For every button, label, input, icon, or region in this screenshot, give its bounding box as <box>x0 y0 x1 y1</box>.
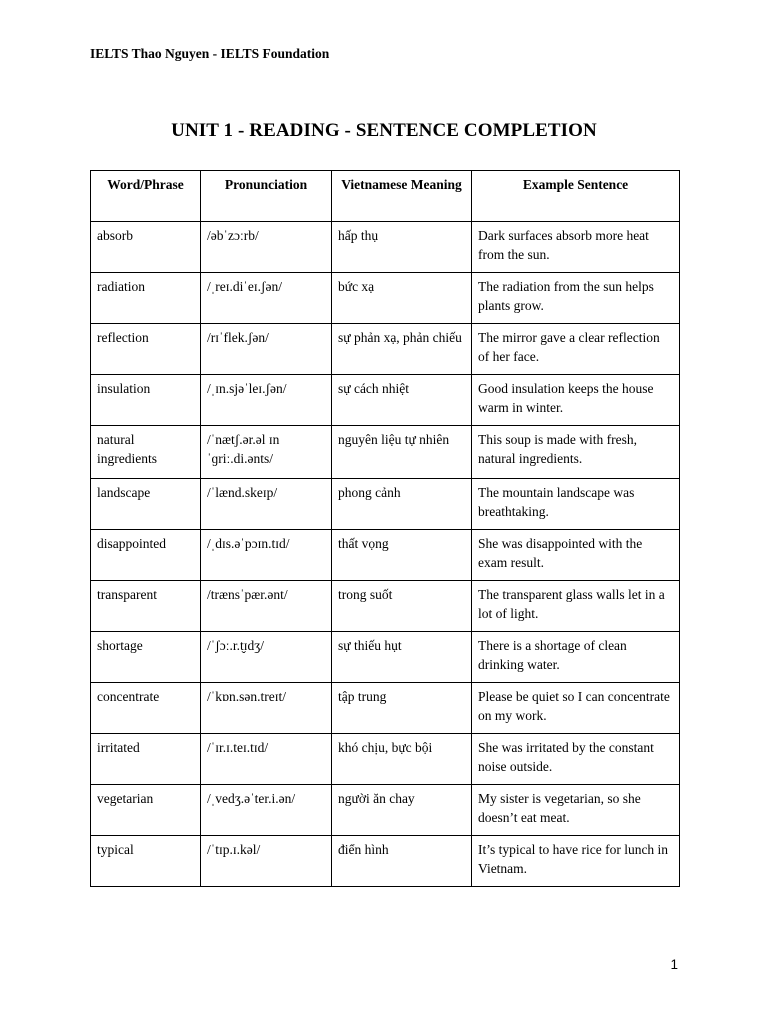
table-row <box>91 581 680 632</box>
table-row <box>91 324 680 375</box>
pronunciation-cell: /ˌreɪ.diˈeɪ.ʃən/ <box>201 273 332 324</box>
example-cell: Please be quiet so I can concentrate on my work. <box>472 683 680 734</box>
word-cell: reflection <box>91 324 201 375</box>
example-cell: The transparent glass walls let in a lot of light. <box>472 581 680 632</box>
example-cell: She was disappointed with the exam result. <box>472 530 680 581</box>
table-row <box>91 632 680 683</box>
meaning-cell: hấp thụ <box>332 222 472 273</box>
document-header: IELTS Thao Nguyen - IELTS Foundation <box>90 46 330 61</box>
pronunciation-cell: /ˌɪn.sjəˈleɪ.ʃən/ <box>201 375 332 426</box>
word-cell: typical <box>91 836 201 887</box>
meaning-cell: người ăn chay <box>332 785 472 836</box>
example-cell: The mirror gave a clear reflection of her face. <box>472 324 680 375</box>
word-cell: radiation <box>91 273 201 324</box>
example-cell: The mountain landscape was breathtaking. <box>472 479 680 530</box>
table-row <box>91 479 680 530</box>
meaning-cell: trong suốt <box>332 581 472 632</box>
word-cell: concentrate <box>91 683 201 734</box>
meaning-cell: bức xạ <box>332 273 472 324</box>
word-cell: transparent <box>91 581 201 632</box>
meaning-cell: khó chịu, bực bội <box>332 734 472 785</box>
example-cell: Good insulation keeps the house warm in winter. <box>472 375 680 426</box>
example-cell: There is a shortage of clean drinking water. <box>472 632 680 683</box>
meaning-cell: sự cách nhiệt <box>332 375 472 426</box>
pronunciation-cell: /ˈɪr.ɪ.teɪ.tɪd/ <box>201 734 332 785</box>
pronunciation-cell: /əbˈzɔːrb/ <box>201 222 332 273</box>
word-cell: absorb <box>91 222 201 273</box>
page-number: 1 <box>670 957 678 972</box>
pronunciation-cell: /rɪˈflek.ʃən/ <box>201 324 332 375</box>
table-row <box>91 683 680 734</box>
table-row <box>91 426 680 479</box>
table-header <box>91 171 680 222</box>
pronunciation-cell: /ˌvedʒ.əˈter.i.ən/ <box>201 785 332 836</box>
header-row <box>91 171 680 222</box>
example-cell: She was irritated by the constant noise outside. <box>472 734 680 785</box>
example-cell: It’s typical to have rice for lunch in Vietnam. <box>472 836 680 887</box>
meaning-cell: điển hình <box>332 836 472 887</box>
example-cell: The radiation from the sun helps plants grow. <box>472 273 680 324</box>
column-header-word: Word/Phrase <box>91 171 201 222</box>
meaning-cell: sự thiếu hụt <box>332 632 472 683</box>
pronunciation-cell: /ˌdɪs.əˈpɔɪn.tɪd/ <box>201 530 332 581</box>
example-cell: My sister is vegetarian, so she doesn’t eat meat. <box>472 785 680 836</box>
table-row <box>91 836 680 887</box>
column-header-meaning: Vietnamese Meaning <box>332 171 472 222</box>
word-cell: landscape <box>91 479 201 530</box>
pronunciation-cell: /ˈkɒn.sən.treɪt/ <box>201 683 332 734</box>
word-cell: disappointed <box>91 530 201 581</box>
table-row <box>91 222 680 273</box>
word-cell: irritated <box>91 734 201 785</box>
word-cell: insulation <box>91 375 201 426</box>
table-row <box>91 530 680 581</box>
example-cell: This soup is made with fresh, natural ingredients. <box>472 426 680 479</box>
table-body <box>91 222 680 887</box>
table-row <box>91 785 680 836</box>
column-header-example: Example Sentence <box>472 171 680 222</box>
vocabulary-table <box>90 170 680 887</box>
pronunciation-cell: /ˈʃɔː.r.t̬ɪdʒ/ <box>201 632 332 683</box>
meaning-cell: nguyên liệu tự nhiên <box>332 426 472 479</box>
word-cell: vegetarian <box>91 785 201 836</box>
meaning-cell: tập trung <box>332 683 472 734</box>
pronunciation-cell: /trænsˈpær.ənt/ <box>201 581 332 632</box>
page-title: UNIT 1 - READING - SENTENCE COMPLETION <box>171 120 597 141</box>
table-row <box>91 734 680 785</box>
pronunciation-cell: /ˈnætʃ.ər.əl ɪn ˈɡriː.di.ənts/ <box>201 426 332 479</box>
table-row <box>91 375 680 426</box>
word-cell: natural ingredients <box>91 426 201 479</box>
meaning-cell: phong cảnh <box>332 479 472 530</box>
pronunciation-cell: /ˈtɪp.ɪ.kəl/ <box>201 836 332 887</box>
pronunciation-cell: /ˈlænd.skeɪp/ <box>201 479 332 530</box>
table-row <box>91 273 680 324</box>
column-header-pronunciation: Pronunciation <box>201 171 332 222</box>
example-cell: Dark surfaces absorb more heat from the sun. <box>472 222 680 273</box>
meaning-cell: sự phản xạ, phản chiếu <box>332 324 472 375</box>
meaning-cell: thất vọng <box>332 530 472 581</box>
word-cell: shortage <box>91 632 201 683</box>
